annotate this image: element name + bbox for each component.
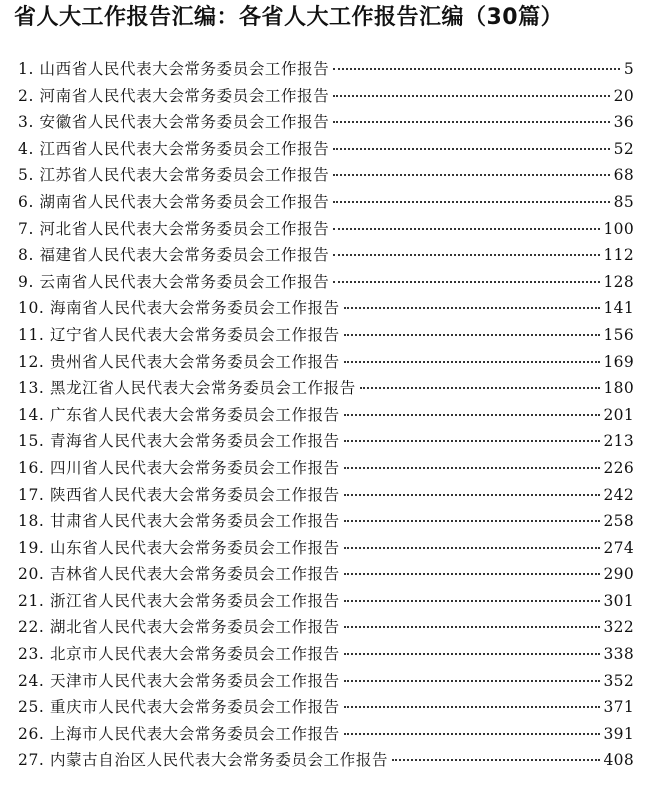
dot-leader [344, 547, 600, 549]
dot-leader [392, 759, 599, 761]
dot-leader [344, 653, 600, 655]
toc-entry-page-number: 322 [603, 618, 634, 637]
toc-entry[interactable] [18, 561, 634, 588]
toc-entry[interactable] [18, 428, 634, 455]
toc-entry[interactable] [18, 189, 634, 216]
document-title: 省人大工作报告汇编：各省人大工作报告汇编（30篇） [14, 5, 564, 30]
dot-leader [344, 600, 600, 602]
toc-entry[interactable] [18, 455, 634, 482]
toc-entry-title: 23. 北京市人民代表大会常务委员会工作报告 [18, 645, 340, 664]
toc-entry-page-number: 213 [603, 432, 634, 451]
toc-entry[interactable] [18, 721, 634, 748]
toc-entry-page-number: 169 [603, 352, 634, 371]
dot-leader [333, 174, 609, 176]
toc-entry-title: 17. 陕西省人民代表大会常务委员会工作报告 [18, 485, 340, 504]
toc-entry-page-number: 68 [613, 166, 634, 185]
toc-entry-page-number: 201 [603, 405, 634, 424]
toc-entry-title: 26. 上海市人民代表大会常务委员会工作报告 [18, 724, 340, 743]
dot-leader [333, 201, 609, 203]
toc-entry[interactable] [18, 375, 634, 402]
dot-leader [344, 520, 600, 522]
toc-entry-title: 24. 天津市人民代表大会常务委员会工作报告 [18, 671, 340, 690]
table-of-contents [18, 56, 634, 774]
toc-entry[interactable] [18, 295, 634, 322]
toc-entry[interactable] [18, 216, 634, 243]
toc-entry-page-number: 36 [613, 113, 634, 132]
dot-leader [333, 68, 620, 70]
toc-entry-page-number: 112 [603, 246, 634, 265]
toc-entry-page-number: 226 [603, 458, 634, 477]
toc-entry-page-number: 242 [603, 485, 634, 504]
toc-entry-title: 14. 广东省人民代表大会常务委员会工作报告 [18, 405, 340, 424]
toc-entry-title: 9. 云南省人民代表大会常务委员会工作报告 [18, 272, 330, 291]
toc-entry-title: 4. 江西省人民代表大会常务委员会工作报告 [18, 139, 330, 158]
toc-entry-title: 8. 福建省人民代表大会常务委员会工作报告 [18, 246, 330, 265]
toc-entry[interactable] [18, 242, 634, 269]
toc-entry[interactable] [18, 269, 634, 296]
toc-entry[interactable] [18, 109, 634, 136]
toc-entry-page-number: 128 [603, 272, 634, 291]
dot-leader [333, 95, 609, 97]
toc-entry-page-number: 338 [603, 645, 634, 664]
toc-entry-page-number: 180 [603, 379, 634, 398]
dot-leader [360, 387, 600, 389]
dot-leader [344, 361, 600, 363]
dot-leader [344, 334, 600, 336]
toc-entry[interactable] [18, 402, 634, 429]
toc-entry[interactable] [18, 136, 634, 163]
toc-entry-page-number: 52 [613, 139, 634, 158]
toc-entry-title: 19. 山东省人民代表大会常务委员会工作报告 [18, 538, 340, 557]
dot-leader [344, 680, 600, 682]
toc-entry-title: 27. 内蒙古自治区人民代表大会常务委员会工作报告 [18, 751, 389, 770]
toc-entry-title: 18. 甘肃省人民代表大会常务委员会工作报告 [18, 512, 340, 531]
toc-entry-title: 15. 青海省人民代表大会常务委员会工作报告 [18, 432, 340, 451]
toc-entry[interactable] [18, 322, 634, 349]
dot-leader [344, 307, 600, 309]
toc-entry-title: 13. 黑龙江省人民代表大会常务委员会工作报告 [18, 379, 356, 398]
toc-entry[interactable] [18, 668, 634, 695]
toc-entry-page-number: 156 [603, 325, 634, 344]
toc-entry-page-number: 20 [613, 86, 634, 105]
toc-entry[interactable] [18, 83, 634, 110]
dot-leader [344, 626, 600, 628]
toc-entry-title: 11. 辽宁省人民代表大会常务委员会工作报告 [18, 325, 340, 344]
toc-entry-title: 21. 浙江省人民代表大会常务委员会工作报告 [18, 591, 340, 610]
toc-entry-page-number: 141 [603, 299, 634, 318]
toc-entry[interactable] [18, 162, 634, 189]
dot-leader [344, 494, 600, 496]
toc-entry-title: 6. 湖南省人民代表大会常务委员会工作报告 [18, 192, 330, 211]
toc-entry[interactable] [18, 588, 634, 615]
toc-entry-page-number: 100 [603, 219, 634, 238]
dot-leader [344, 440, 600, 442]
toc-entry[interactable] [18, 349, 634, 376]
toc-entry[interactable] [18, 747, 634, 774]
toc-entry[interactable] [18, 535, 634, 562]
toc-entry-title: 2. 河南省人民代表大会常务委员会工作报告 [18, 86, 330, 105]
toc-entry-page-number: 352 [603, 671, 634, 690]
toc-entry-title: 20. 吉林省人民代表大会常务委员会工作报告 [18, 565, 340, 584]
toc-entry-page-number: 301 [603, 591, 634, 610]
dot-leader [344, 733, 600, 735]
toc-entry-page-number: 408 [603, 751, 634, 770]
toc-entry-page-number: 371 [603, 698, 634, 717]
dot-leader [333, 281, 599, 283]
toc-entry[interactable] [18, 641, 634, 668]
dot-leader [333, 121, 609, 123]
toc-entry-title: 1. 山西省人民代表大会常务委员会工作报告 [18, 60, 330, 78]
toc-entry-title: 7. 河北省人民代表大会常务委员会工作报告 [18, 219, 330, 238]
toc-entry-title: 16. 四川省人民代表大会常务委员会工作报告 [18, 458, 340, 477]
dot-leader [344, 414, 600, 416]
toc-entry-page-number: 85 [613, 192, 634, 211]
toc-entry[interactable] [18, 482, 634, 509]
toc-entry-title: 12. 贵州省人民代表大会常务委员会工作报告 [18, 352, 340, 371]
dot-leader [344, 467, 600, 469]
toc-entry-title: 10. 海南省人民代表大会常务委员会工作报告 [18, 299, 340, 318]
toc-entry-page-number: 391 [603, 724, 634, 743]
toc-entry[interactable] [18, 508, 634, 535]
toc-entry-page-number: 290 [603, 565, 634, 584]
toc-entry-page-number: 258 [603, 512, 634, 531]
dot-leader [333, 228, 599, 230]
toc-entry[interactable] [18, 694, 634, 721]
toc-entry[interactable] [18, 614, 634, 641]
dot-leader [333, 254, 599, 256]
toc-entry-page-number: 274 [603, 538, 634, 557]
dot-leader [333, 148, 609, 150]
toc-entry-title: 25. 重庆市人民代表大会常务委员会工作报告 [18, 698, 340, 717]
toc-entry-title: 5. 江苏省人民代表大会常务委员会工作报告 [18, 166, 330, 185]
dot-leader [344, 706, 600, 708]
toc-entry-title: 3. 安徽省人民代表大会常务委员会工作报告 [18, 113, 330, 132]
toc-entry-title: 22. 湖北省人民代表大会常务委员会工作报告 [18, 618, 340, 637]
dot-leader [344, 573, 600, 575]
toc-entry-page-number: 5 [623, 60, 634, 78]
toc-entry[interactable] [18, 56, 634, 83]
